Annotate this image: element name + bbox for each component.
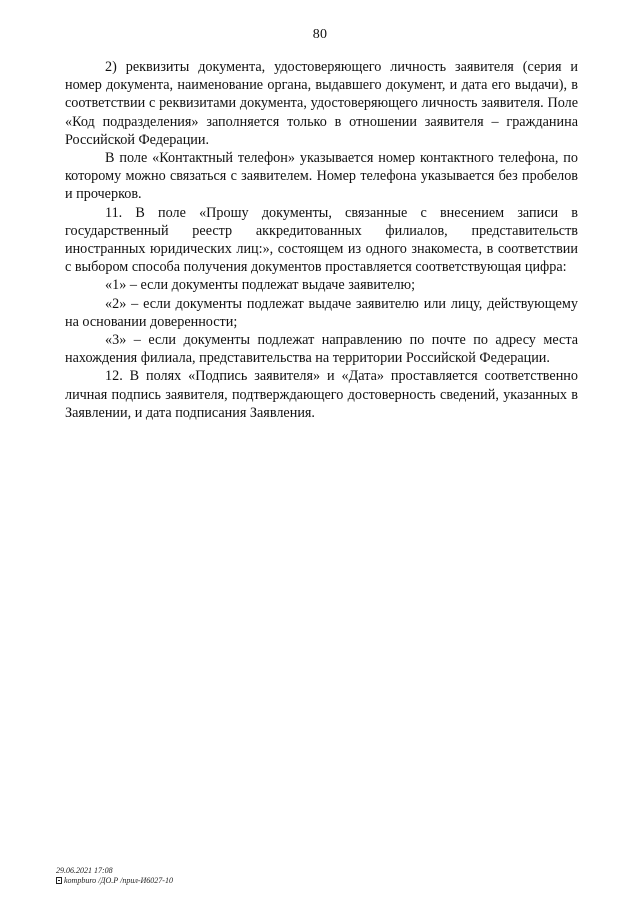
paragraph-id-document-details: 2) реквизиты документа, удостоверяющего личность заявителя (серия и номер документа, наименование органа, выдавшего документ, и дата его выдачи), в соответствии с реквизитами документа, удостоверяющего личность заявителя. Поле «Код подразделения» заполняется только в отношении заявителя – гражданина Российской Федерации. [65,59,578,148]
footer-file-path: kompburo /ДО.Р /прил-И6027-10 [64,876,173,885]
footer-file-line [56,876,173,886]
footer-timestamp: 29.06.2021 17:08 [56,866,113,875]
page-number: 80 [312,27,328,42]
paragraph-option-2: «2» – если документы подлежат выдаче заявителю или лицу, действующему на основании доверенности; [65,295,578,330]
footer-stamp [56,866,173,886]
document-icon [56,877,62,884]
paragraph-contact-phone: В поле «Контактный телефон» указывается номер контактного телефона, по которому можно связаться с заявителем. Номер телефона указывается без пробелов и прочерков. [65,150,578,203]
paragraph-option-1: «1» – если документы подлежат выдаче заявителю; [105,277,416,294]
document-body [65,58,578,422]
paragraph-item-12: 12. В полях «Подпись заявителя» и «Дата» проставляется соответственно личная подпись заявителя, подтверждающего достоверность сведений, указанных в Заявлении, и дата подписания Заявления. [65,368,578,421]
paragraph-item-11: 11. В поле «Прошу документы, связанные с внесением записи в государственный реестр аккредитованных филиалов, представительств иностранных юридических лиц:», состоящем из одного знакоместа, в соответствии с выбором способа получения документов проставляется соответствующая цифра: [65,204,578,276]
paragraph-option-3: «3» – если документы подлежат направлению по почте по адресу места нахождения филиала, представительства на территории Российской Федерации. [65,332,578,367]
